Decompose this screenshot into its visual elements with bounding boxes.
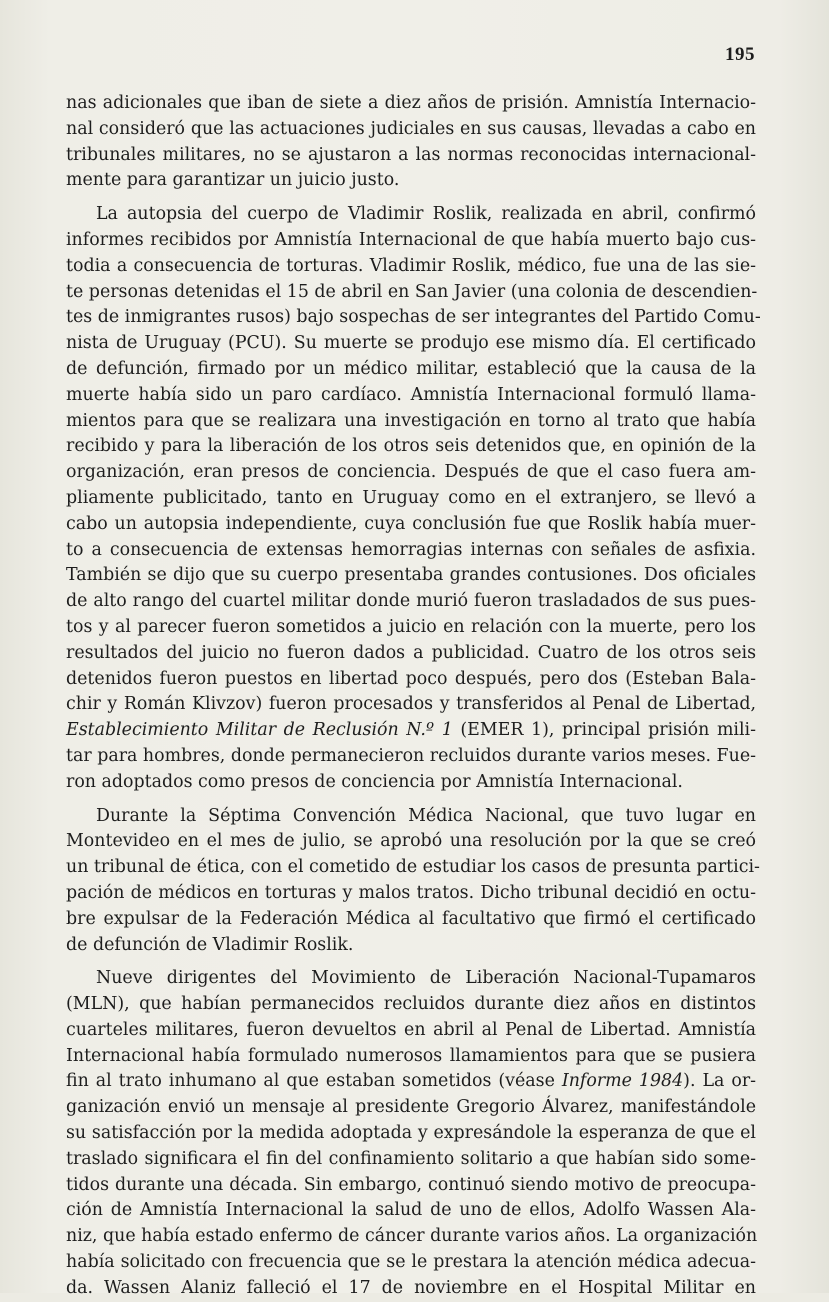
- text-line: organización, eran presos de conciencia. Después de que el caso fuera am-: [66, 462, 756, 483]
- text-line: La autopsia del cuerpo de Vladimir Roslik, realizada en abril, confirmó: [96, 204, 756, 225]
- text-line: pliamente publicitado, tanto en Uruguay como en el extranjero, se llevó a: [66, 487, 756, 508]
- text-line: detenidos fueron puestos en libertad poco después, pero dos (Esteban Bala-: [66, 668, 756, 689]
- text-line: cabo un autopsia independiente, cuya conclusión fue que Roslik había muer-: [66, 513, 756, 534]
- text-line: pación de médicos en torturas y malos tratos. Dicho tribunal decidió en octu-: [66, 882, 756, 903]
- paragraph-4: [66, 966, 756, 1301]
- paragraph-gap: [66, 796, 756, 804]
- text-line: Internacional había formulado numerosos llamamientos para que se pusiera: [66, 1045, 756, 1066]
- text-line: tes de inmigrantes rusos) bajo sospechas de ser integrantes del Partido Comu-: [66, 307, 761, 328]
- text-line: traslado significara el fin del confinamiento solitario a que habían sido some-: [66, 1148, 756, 1169]
- text-line: de defunción de Vladimir Roslik.: [66, 934, 354, 955]
- text-line: niz, que había estado enfermo de cáncer durante varios años. La organización: [66, 1226, 758, 1247]
- text-line: había solicitado con frecuencia que se le prestara la atención médica adecua-: [66, 1252, 756, 1273]
- text-line: nas adicionales que iban de siete a diez años de prisión. Amnistía Internacio-: [66, 93, 756, 113]
- text-line: de defunción, firmado por un médico militar, estableció que la causa de la: [66, 358, 756, 379]
- text-line: Nueve dirigentes del Movimiento de Liberación Nacional-Tupamaros: [96, 968, 756, 989]
- text-line: También se dijo que su cuerpo presentaba grandes contusiones. Dos oficiales: [66, 565, 756, 586]
- text-segment: ). La or-: [683, 1071, 757, 1092]
- text-line-mixed: [66, 718, 756, 744]
- text-line: tribunales militares, no se ajustaron a las normas reconocidas internacional-: [66, 144, 756, 165]
- text-line: nal consideró que las actuaciones judiciales en sus causas, llevadas a cabo en: [66, 118, 756, 139]
- text-segment: fin al trato inhumano al que estaban sometidos (véase: [66, 1071, 562, 1092]
- text-line: bre expulsar de la Federación Médica al facultativo que firmó el certificado: [66, 908, 756, 929]
- text-line: tidos durante una década. Sin embargo, continuó siendo motivo de preocupa-: [66, 1174, 756, 1195]
- text-line: tar para hombres, donde permanecieron recluidos durante varios meses. Fue-: [66, 745, 756, 766]
- text-line: to a consecuencia de extensas hemorragias internas con señales de asfixia.: [66, 539, 756, 560]
- text-line: mente para garantizar un juicio justo.: [66, 170, 400, 191]
- text-line: todia a consecuencia de torturas. Vladimir Roslik, médico, fue una de las sie-: [66, 255, 756, 276]
- text-line-mixed: [66, 1069, 756, 1095]
- text-line: ganización envió un mensaje al presidente Gregorio Álvarez, manifestándole: [66, 1097, 756, 1118]
- text-line: (MLN), que habían permanecidos recluidos durante diez años en distintos: [66, 994, 756, 1015]
- text-line: nista de Uruguay (PCU). Su muerte se produjo ese mismo día. El certificado: [66, 333, 756, 354]
- text-line: Montevideo en el mes de julio, se aprobó una resolución por la que se creó: [66, 831, 756, 852]
- paragraph-gap: [66, 194, 756, 202]
- text-line: de alto rango del cuartel militar donde murió fueron trasladados de sus pues-: [66, 591, 756, 612]
- text-line: tos y al parecer fueron sometidos a juicio en relación con la muerte, pero los: [66, 616, 756, 637]
- text-line: Durante la Séptima Convención Médica Nacional, que tuvo lugar en: [96, 805, 756, 826]
- text-segment: (EMER 1), principal prisión mili-: [452, 720, 756, 741]
- text-line: chir y Román Klivzov) fueron procesados y transferidos al Penal de Libertad,: [66, 694, 756, 715]
- text-line: ron adoptados como presos de conciencia por Amnistía Internacional.: [66, 771, 683, 792]
- italic-title: Establecimiento Militar de Reclusión N.º 1: [66, 720, 453, 741]
- text-line: ción de Amnistía Internacional la salud de uno de ellos, Adolfo Wassen Ala-: [66, 1200, 756, 1221]
- text-line: da. Wassen Alaniz falleció el 17 de noviembre en el Hospital Militar en: [66, 1277, 756, 1298]
- text-line: su satisfacción por la medida adoptada y expresándole la esperanza de que el: [66, 1123, 756, 1144]
- paragraph-2: [66, 202, 761, 795]
- body-text: [66, 91, 761, 1302]
- text-line: un tribunal de ética, con el cometido de estudiar los casos de presunta partici-: [66, 857, 760, 878]
- paragraph-3: [66, 804, 760, 959]
- text-line: te personas detenidas el 15 de abril en San Javier (una colonia de descendien-: [66, 281, 758, 302]
- text-line: muerte había sido un paro cardíaco. Amnistía Internacional formuló llama-: [66, 384, 756, 405]
- text-line: cuarteles militares, fueron devueltos en abril al Penal de Libertad. Amnistía: [66, 1019, 756, 1040]
- paragraph-gap: [66, 958, 756, 966]
- italic-title: Informe 1984: [561, 1071, 684, 1092]
- text-line: informes recibidos por Amnistía Internacional de que había muerto bajo cus-: [66, 229, 756, 250]
- text-line: resultados del juicio no fueron dados a publicidad. Cuatro de los otros seis: [66, 642, 756, 663]
- paragraph-1: [66, 91, 756, 194]
- text-line: mientos para que se realizara una investigación en torno al trato que había: [66, 410, 756, 431]
- page-number: 195: [725, 44, 755, 65]
- text-line: recibido y para la liberación de los otros seis detenidos que, en opinión de la: [66, 436, 756, 457]
